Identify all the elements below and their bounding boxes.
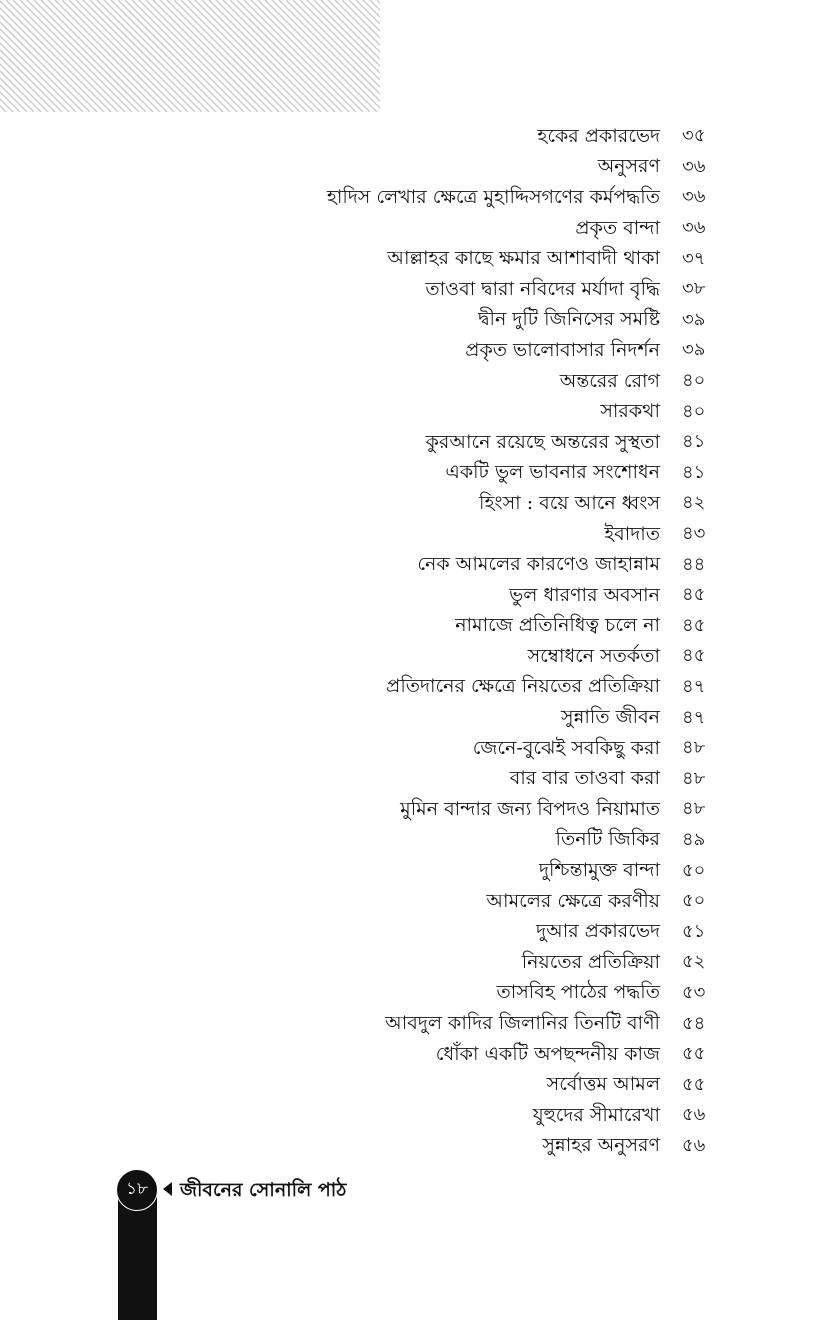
toc-entry-page: ৪৭: [682, 675, 706, 697]
toc-entry-title: দুআর প্রকারভেদ: [536, 920, 660, 943]
table-of-contents: [166, 121, 726, 1161]
toc-entry-page: ৪৮: [682, 798, 706, 820]
toc-entry: [166, 611, 726, 642]
toc-entry-title: নেক আমলের কারণেও জাহান্নাম: [417, 553, 660, 576]
toc-entry: [166, 886, 726, 917]
toc-entry-page: ৪৮: [682, 767, 706, 789]
book-title: জীবনের সোনালি পাঠ: [180, 1179, 347, 1201]
toc-entry-title: ভুল ধারণার অবসান: [509, 583, 660, 606]
toc-entry-title: হকের প্রকারভেদ: [537, 124, 660, 147]
toc-entry-page: ৪৫: [682, 584, 706, 606]
toc-entry-page: ৩৬: [682, 155, 706, 177]
toc-entry: [166, 182, 726, 213]
toc-entry: [166, 549, 726, 580]
toc-entry-title: দ্বীন দুটি জিনিসের সমষ্টি: [478, 308, 660, 331]
toc-entry-title: জেনে-বুঝেই সবকিছু করা: [472, 736, 660, 759]
toc-entry: [166, 427, 726, 458]
toc-entry-page: ৫৫: [682, 1043, 706, 1065]
toc-entry-page: ৫৬: [682, 1104, 706, 1126]
toc-entry-title: সম্বোধনে সতর্কতা: [527, 644, 660, 667]
toc-entry: [166, 947, 726, 978]
toc-entry-title: সুন্নাহর অনুসরণ: [542, 1134, 660, 1157]
toc-entry-page: ৫০: [682, 859, 706, 881]
toc-entry: [166, 1008, 726, 1039]
toc-entry-page: ৪৫: [682, 614, 706, 636]
toc-entry-title: নিয়তের প্রতিক্রিয়া: [521, 950, 660, 973]
toc-entry-title: সর্বোত্তম আমল: [546, 1073, 660, 1096]
toc-entry-page: ৫৩: [682, 981, 706, 1003]
toc-entry-title: আমলের ক্ষেত্রে করণীয়: [486, 889, 660, 912]
toc-entry: [166, 641, 726, 672]
toc-entry-page: ৪৭: [682, 706, 706, 728]
toc-entry-title: দুশ্চিন্তামুক্ত বান্দা: [539, 859, 660, 882]
toc-entry-page: ৫৬: [682, 1134, 706, 1156]
toc-entry: [166, 1131, 726, 1162]
toc-entry-page: ৩৫: [682, 125, 706, 147]
toc-entry: [166, 274, 726, 305]
toc-entry-title: হিংসা : বয়ে আনে ধ্বংস: [479, 491, 660, 514]
toc-entry-title: একটি ভুল ভাবনার সংশোধন: [445, 461, 660, 484]
toc-entry-page: ৫০: [682, 890, 706, 912]
toc-entry-title: সারকথা: [600, 400, 660, 423]
toc-entry-page: ৫৪: [682, 1012, 706, 1034]
toc-entry: [166, 243, 726, 274]
toc-entry: [166, 1069, 726, 1100]
toc-entry: [166, 458, 726, 489]
toc-entry-page: ৪৩: [682, 523, 706, 545]
toc-entry-page: ৩৬: [682, 186, 706, 208]
toc-entry-title: ইবাদাত: [604, 522, 660, 545]
toc-entry-title: অনুসরণ: [597, 155, 660, 178]
toc-entry-page: ৩৬: [682, 217, 706, 239]
toc-entry-page: ৪১: [682, 431, 706, 453]
toc-entry: [166, 702, 726, 733]
toc-entry: [166, 152, 726, 183]
toc-entry: [166, 855, 726, 886]
toc-entry-page: ৫১: [682, 920, 706, 942]
toc-entry-page: ৩৯: [682, 339, 706, 361]
toc-entry-title: যুহুদের সীমারেখা: [532, 1103, 660, 1126]
toc-entry: [166, 672, 726, 703]
toc-entry-page: ৫২: [682, 951, 706, 973]
toc-entry: [166, 580, 726, 611]
toc-entry-title: বার বার তাওবা করা: [509, 767, 660, 790]
toc-entry-title: তাওবা দ্বারা নবিদের মর্যাদা বৃদ্ধি: [425, 277, 660, 300]
toc-entry-title: অন্তরের রোগ: [559, 369, 660, 392]
toc-entry-title: নামাজে প্রতিনিধিত্ব চলে না: [455, 614, 660, 637]
toc-entry: [166, 366, 726, 397]
toc-entry-page: ৪৮: [682, 737, 706, 759]
corner-hatch-decoration: [0, 0, 380, 112]
toc-entry-title: তাসবিহ পাঠের পদ্ধতি: [496, 981, 660, 1004]
toc-entry-page: ৩৭: [682, 247, 706, 269]
toc-entry-title: সুন্নাতি জীবন: [561, 706, 660, 729]
toc-entry: [166, 396, 726, 427]
toc-entry-page: ৩৮: [682, 278, 706, 300]
toc-entry-title: প্রকৃত ভালোবাসার নিদর্শন: [465, 338, 660, 361]
toc-entry: [166, 763, 726, 794]
toc-entry-page: ৫৫: [682, 1073, 706, 1095]
toc-entry: [166, 121, 726, 152]
toc-entry: [166, 978, 726, 1009]
toc-entry-title: প্রকৃত বান্দা: [575, 216, 660, 239]
toc-entry-title: মুমিন বান্দার জন্য বিপদও নিয়ামাত: [400, 797, 660, 820]
toc-entry: [166, 213, 726, 244]
toc-entry-page: ৪১: [682, 461, 706, 483]
page-number: ১৮: [125, 1179, 149, 1199]
toc-entry-title: হাদিস লেখার ক্ষেত্রে মুহাদ্দিসগণের কর্মপদ্ধতি: [326, 185, 660, 208]
toc-entry: [166, 916, 726, 947]
toc-entry-title: তিনটি জিকির: [555, 828, 660, 851]
toc-entry-title: কুরআনে রয়েছে অন্তরের সুস্থতা: [425, 430, 660, 453]
toc-entry-title: আবদুল কাদির জিলানির তিনটি বাণী: [385, 1012, 660, 1035]
toc-entry: [166, 488, 726, 519]
toc-entry-page: ৪২: [682, 492, 706, 514]
page-number-badge: [116, 1169, 158, 1211]
toc-entry-page: ৪৪: [682, 553, 706, 575]
toc-entry-page: ৪০: [682, 400, 706, 422]
toc-entry: [166, 519, 726, 550]
toc-entry-title: ধোঁকা একটি অপছন্দনীয় কাজ: [435, 1042, 660, 1065]
toc-entry-title: প্রতিদানের ক্ষেত্রে নিয়তের প্রতিক্রিয়া: [386, 675, 660, 698]
toc-entry: [166, 305, 726, 336]
toc-entry: [166, 794, 726, 825]
triangle-left-icon: [163, 1182, 172, 1196]
toc-entry-page: ৩৯: [682, 308, 706, 330]
toc-entry: [166, 1100, 726, 1131]
toc-entry: [166, 825, 726, 856]
toc-entry-title: আল্লাহর কাছে ক্ষমার আশাবাদী থাকা: [387, 247, 660, 270]
toc-entry-page: ৪৯: [682, 828, 706, 850]
toc-entry-page: ৪০: [682, 370, 706, 392]
toc-entry: [166, 335, 726, 366]
toc-entry-page: ৪৫: [682, 645, 706, 667]
toc-entry: [166, 1039, 726, 1070]
toc-entry: [166, 733, 726, 764]
